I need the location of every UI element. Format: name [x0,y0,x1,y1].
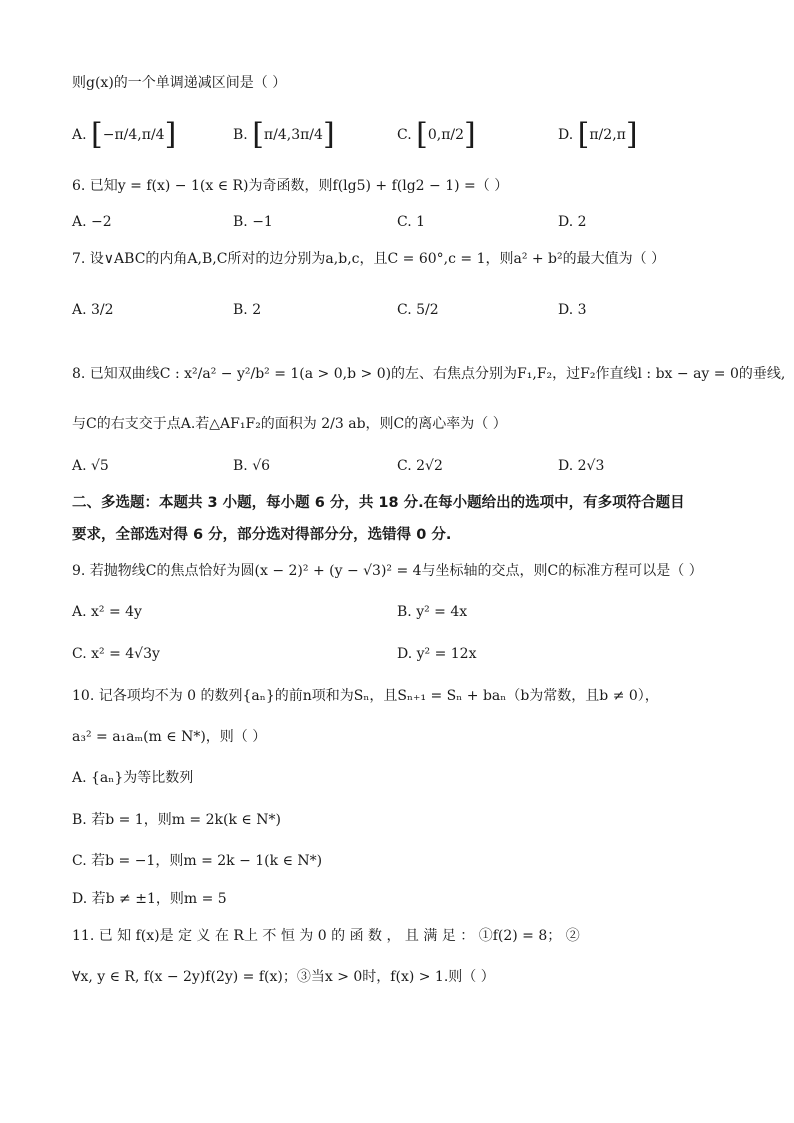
section-heading-line1: 二、多选题：本题共 3 小题，每小题 6 分，共 18 分.在每小题给出的选项中，有多项符合题目 [72,495,685,511]
q9-option-c[interactable]: C. x² = 4√3y [72,646,160,662]
option-label: A. [72,127,87,143]
q8-option-c[interactable]: C. 2√2 [397,458,443,474]
q9-option-d[interactable]: D. y² = 12x [397,646,477,662]
option-label: B. [233,127,248,143]
q5-option-a[interactable]: A. [−π/4,π/4] [72,117,177,152]
q5-option-d[interactable]: D. [π/2,π] [558,117,638,152]
q8-option-d[interactable]: D. 2√3 [558,458,605,474]
interval-lower: 0 [427,127,437,143]
q11-stem-line2: ∀x, y ∈ R, f(x − 2y)f(2y) = f(x)；③当x > 0时，f(x) > 1.则（ ） [72,969,495,985]
interval-upper: 3π/4 [291,127,323,143]
q6-stem: 6. 已知y = f(x) − 1(x ∈ R)为奇函数，则f(lg5) + f(lg2 − 1) =（ ） [72,178,509,194]
q6-option-c[interactable]: C. 1 [397,214,426,230]
q10-option-b[interactable]: B. 若b = 1，则m = 2k(k ∈ N*) [72,812,281,828]
intro-line: 则g(x)的一个单调递减区间是（ ） [72,75,287,91]
q7-option-c[interactable]: C. 5/2 [397,302,439,318]
q10-option-c[interactable]: C. 若b = −1，则m = 2k − 1(k ∈ N*) [72,853,323,869]
interval-upper: π/4 [141,127,165,143]
q6-option-b[interactable]: B. −1 [233,214,273,230]
interval-upper: π [616,127,626,143]
q7-option-d[interactable]: D. 3 [558,302,587,318]
q9-option-a[interactable]: A. x² = 4y [72,604,142,620]
q9-stem: 9. 若抛物线C的焦点恰好为圆(x − 2)² + (y − √3)² = 4与坐标轴的交点，则C的标准方程可以是（ ） [72,563,703,579]
q10-stem-line1: 10. 记各项均不为 0 的数列{aₙ}的前n项和为Sₙ，且Sₙ₊₁ = Sₙ + baₙ（b为常数，且b ≠ 0）， [72,688,659,704]
q10-option-a[interactable]: A. {aₙ}为等比数列 [72,770,194,786]
q6-option-a[interactable]: A. −2 [72,214,112,230]
interval-lower: π/4 [263,127,287,143]
interval-lower: π/2 [589,127,613,143]
q8-option-b[interactable]: B. √6 [233,458,271,474]
q5-option-b[interactable]: B. [π/4,3π/4] [233,117,335,152]
q8-stem-line2: 与C的右支交于点A.若△AF₁F₂的面积为 2/3 ab，则C的离心率为（ ） [72,416,507,432]
q8-stem-line1: 8. 已知双曲线C : x²/a² − y²/b² = 1(a > 0,b > 0)的左、右焦点分别为F₁,F₂，过F₂作直线l : bx − ay = 0的垂线, [72,366,786,382]
q8-option-a[interactable]: A. √5 [72,458,109,474]
section-heading-line2: 要求，全部选对得 6 分，部分选对得部分分，选错得 0 分. [72,527,452,543]
q7-stem: 7. 设∨ABC的内角A,B,C所对的边分别为a,b,c，且C = 60°,c = 1，则a² + b²的最大值为（ ） [72,251,666,267]
interval-upper: π/2 [441,127,465,143]
q10-stem-line2: a₃² = a₁aₘ(m ∈ N*)，则（ ） [72,729,267,745]
q11-stem-line1: 11. 已 知 f(x)是 定 义 在 R上 不 恒 为 0 的 函 数 ， 且 满 足 ： ①f(2) = 8； ② [72,928,580,944]
option-label: C. [397,127,412,143]
q6-option-d[interactable]: D. 2 [558,214,587,230]
q7-option-a[interactable]: A. 3/2 [72,302,114,318]
option-label: D. [558,127,574,143]
q7-option-b[interactable]: B. 2 [233,302,262,318]
q5-option-c[interactable]: C. [0,π/2] [397,117,476,152]
q9-option-b[interactable]: B. y² = 4x [397,604,468,620]
interval-lower: −π/4 [102,127,138,143]
q10-option-d[interactable]: D. 若b ≠ ±1，则m = 5 [72,891,227,907]
